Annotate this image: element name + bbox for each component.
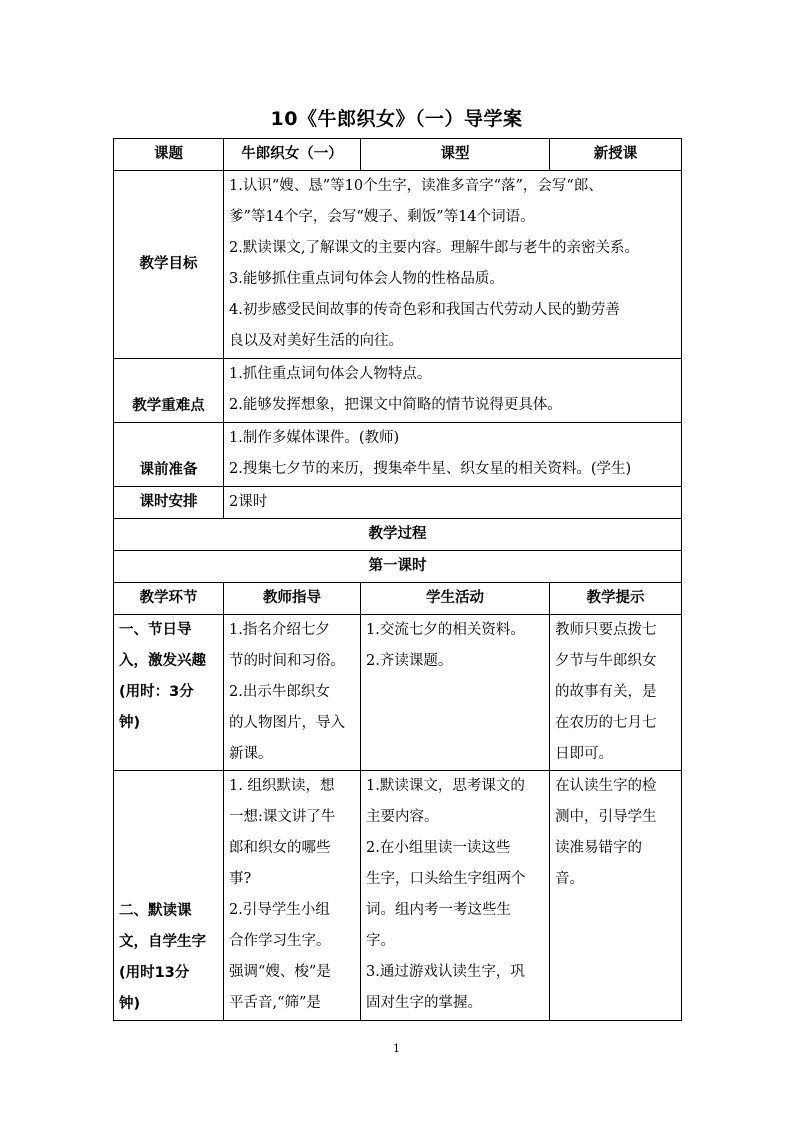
stage-cell — [114, 615, 224, 771]
goal-line: 3.能够抓住重点词句体会人物的性格品质。 — [229, 271, 504, 287]
column-header-teacher: 教师指导 — [224, 583, 361, 615]
tips-line: 的故事有关，是 — [555, 684, 657, 700]
student-line: 2.齐读课题。 — [366, 653, 453, 669]
goal-line: 4.初步感受民间故事的传奇色彩和我国古代劳动人民的勤劳善 — [229, 302, 620, 318]
stage-line: 二、默读课 — [119, 903, 192, 919]
preparation-line: 2.搜集七夕节的来历，搜集牵牛星、织女星的相关资料。(学生) — [229, 461, 632, 477]
preparation-label: 课前准备 — [114, 423, 224, 487]
column-header-row — [114, 583, 682, 615]
teacher-line: 节的时间和习俗。 — [229, 653, 345, 669]
column-header-student: 学生活动 — [361, 583, 550, 615]
schedule-value: 2课时 — [224, 487, 682, 519]
key-point-line: 1.抓住重点词句体会人物特点。 — [229, 366, 432, 382]
stage-line: 入，激发兴趣 — [119, 653, 206, 669]
page-number: 1 — [393, 1042, 400, 1055]
preparation-row — [114, 423, 682, 487]
stage-line: 钟) — [119, 715, 141, 731]
stage-line: 文，自学生字 — [119, 934, 206, 950]
student-line: 字。 — [366, 933, 395, 949]
document-title: 10《牛郎织女》（一）导学案 — [270, 108, 523, 130]
goal-line: 爹”等14个字，会写“嫂子、剩饭”等14个词语。 — [229, 209, 535, 225]
student-line: 固对生字的掌握。 — [366, 995, 482, 1011]
stage-line: 钟) — [119, 996, 141, 1012]
teacher-line: 一想:课文讲了牛 — [229, 809, 336, 825]
process-title-row — [114, 519, 682, 551]
teacher-line: 1. 组织默读，想 — [229, 778, 335, 794]
column-header-stage: 教学环节 — [114, 583, 224, 615]
type-value: 新授课 — [550, 139, 682, 171]
student-line: 主要内容。 — [366, 809, 439, 825]
tips-line: 夕节与牛郎织女 — [555, 653, 657, 669]
column-header-tips: 教学提示 — [550, 583, 682, 615]
lesson-plan-table — [113, 138, 682, 1021]
tips-line: 在农历的七月七 — [555, 715, 657, 731]
tips-line: 在认读生字的检 — [555, 778, 657, 794]
teacher-line: 郎和织女的哪些 — [229, 840, 331, 856]
teacher-line: 的人物图片，导入 — [229, 715, 345, 731]
header-row — [114, 139, 682, 171]
goals-label: 教学目标 — [114, 171, 224, 359]
schedule-row — [114, 487, 682, 519]
key-point-line: 2.能够发挥想象，把课文中简略的情节说得更具体。 — [229, 397, 562, 413]
teacher-cell — [224, 771, 361, 1021]
stage-line: 一、节日导 — [119, 622, 192, 638]
stage-line: (用时13分 — [119, 965, 190, 981]
student-line: 2.在小组里读一读这些 — [366, 840, 511, 856]
student-line: 1.交流七夕的相关资料。 — [366, 622, 525, 638]
tips-line: 教师只要点拨七 — [555, 622, 657, 638]
student-cell — [361, 615, 550, 771]
key-points-label: 教学重难点 — [114, 359, 224, 423]
subject-label: 课题 — [114, 139, 224, 171]
teacher-line: 事? — [229, 871, 252, 887]
lesson-title: 第一课时 — [114, 551, 682, 583]
teacher-line: 2.出示牛郎织女 — [229, 684, 330, 700]
tips-line: 日即可。 — [555, 746, 613, 762]
preparation-content — [224, 423, 682, 487]
process-title: 教学过程 — [114, 519, 682, 551]
student-line: 生字，口头给生字组两个 — [366, 871, 526, 887]
teacher-line: 合作学习生字。 — [229, 933, 331, 949]
teacher-line: 1.指名介绍七夕 — [229, 622, 330, 638]
teacher-line: 新课。 — [229, 746, 273, 762]
student-line: 1.默读课文，思考课文的 — [366, 778, 525, 794]
preparation-line: 1.制作多媒体课件。(教师) — [229, 430, 400, 446]
goal-line: 1.认识“嫂、恳”等10个生字，读准多音字“落”，会写“郎、 — [229, 178, 603, 194]
lesson-title-row — [114, 551, 682, 583]
teacher-line: 强调“嫂、梭”是 — [229, 964, 331, 980]
student-line: 3.通过游戏认读生字，巩 — [366, 964, 525, 980]
student-line: 词。组内考一考这些生 — [366, 902, 511, 918]
table-row — [114, 615, 682, 771]
teacher-line: 平舌音,“筛”是 — [229, 995, 321, 1011]
tips-cell — [550, 615, 682, 771]
table-row — [114, 771, 682, 1021]
schedule-label: 课时安排 — [114, 487, 224, 519]
key-points-content — [224, 359, 682, 423]
goal-line: 2.默读课文,了解课文的主要内容。理解牛郎与老牛的亲密关系。 — [229, 240, 639, 256]
student-cell — [361, 771, 550, 1021]
stage-line: (用时：3分 — [119, 684, 194, 700]
tips-cell — [550, 771, 682, 1021]
goals-content — [224, 171, 682, 359]
subject-value: 牛郎织女（一） — [224, 139, 361, 171]
teacher-cell — [224, 615, 361, 771]
tips-line: 测中，引导学生 — [555, 809, 657, 825]
type-label: 课型 — [361, 139, 550, 171]
key-points-row — [114, 359, 682, 423]
goals-row — [114, 171, 682, 359]
stage-cell — [114, 771, 224, 1021]
teacher-line: 2.引导学生小组 — [229, 902, 330, 918]
tips-line: 读准易错字的 — [555, 840, 642, 856]
goal-line: 良以及对美好生活的向往。 — [229, 333, 403, 349]
tips-line: 音。 — [555, 871, 584, 887]
